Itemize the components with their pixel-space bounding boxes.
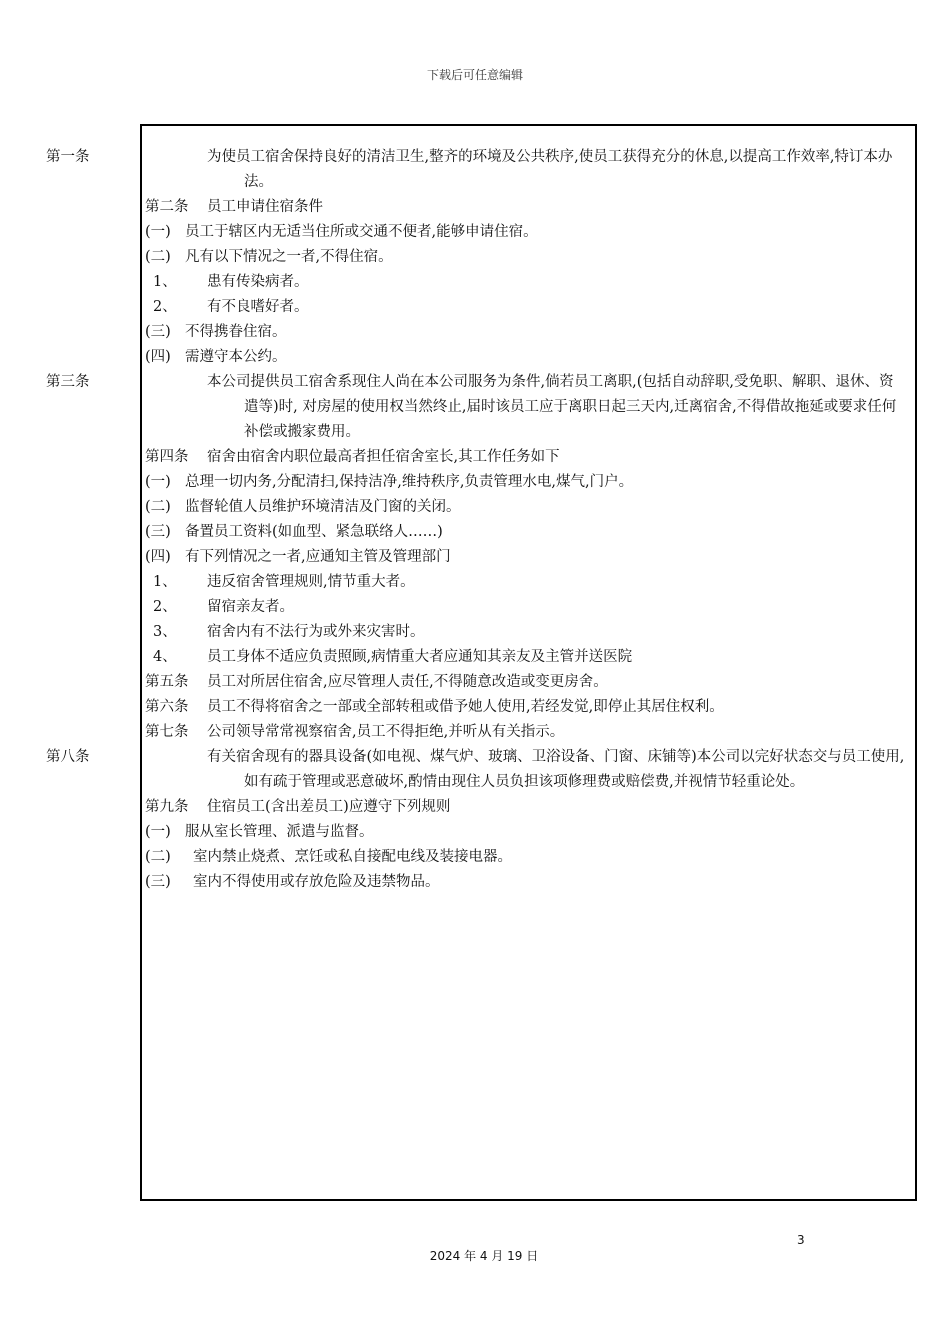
article-3 <box>46 370 905 445</box>
clause-label: (二) <box>145 849 171 865</box>
clause-text: 凡有以下情况之一者,不得住宿。 <box>185 249 393 265</box>
article-label: 第六条 <box>145 699 189 715</box>
clause-item <box>145 245 905 270</box>
number-label: 2、 <box>153 299 177 315</box>
numbered-item <box>145 295 905 320</box>
number-label: 2、 <box>153 599 177 615</box>
clause-text: 总理一切内务,分配清扫,保持洁净,维持秩序,负责管理水电,煤气,门户。 <box>185 474 634 490</box>
clause-item <box>145 870 905 895</box>
article-text: 宿舍由宿舍内职位最高者担任宿舍室长,其工作任务如下 <box>207 449 560 465</box>
item-text: 员工身体不适应负责照顾,病情重大者应通知其亲友及主管并送医院 <box>207 649 633 665</box>
clause-item <box>145 495 905 520</box>
article-label: 第九条 <box>145 799 189 815</box>
article-4 <box>145 445 905 470</box>
article-label: 第五条 <box>145 674 189 690</box>
clause-item <box>145 520 905 545</box>
numbered-item <box>145 620 905 645</box>
page-number: 3 <box>797 1233 805 1247</box>
article-text: 为使员工宿舍保持良好的清洁卫生,整齐的环境及公共秩序,使员工获得充分的休息,以提高工作效率,特订本办法。 <box>207 149 893 190</box>
clause-label: (二) <box>145 499 171 515</box>
article-1 <box>46 145 905 195</box>
number-label: 4、 <box>153 649 177 665</box>
clause-text: 室内不得使用或存放危险及违禁物品。 <box>193 874 440 890</box>
clause-label: (二) <box>145 249 171 265</box>
article-text: 员工申请住宿条件 <box>207 199 323 215</box>
clause-text: 员工于辖区内无适当住所或交通不便者,能够申请住宿。 <box>185 224 538 240</box>
clause-item <box>145 545 905 570</box>
clause-item <box>145 845 905 870</box>
numbered-item <box>145 570 905 595</box>
clause-label: (一) <box>145 824 171 840</box>
clause-label: (四) <box>145 549 171 565</box>
article-6 <box>145 695 905 720</box>
clause-item <box>145 320 905 345</box>
item-text: 违反宿舍管理规则,情节重大者。 <box>207 574 415 590</box>
clause-text: 服从室长管理、派遣与监督。 <box>185 824 374 840</box>
clause-item <box>145 220 905 245</box>
clause-item <box>145 470 905 495</box>
clause-text: 不得携眷住宿。 <box>185 324 287 340</box>
clause-text: 室内禁止烧煮、烹饪或私自接配电线及装接电器。 <box>193 849 512 865</box>
article-label: 第三条 <box>46 374 90 390</box>
article-label: 第八条 <box>46 749 90 765</box>
numbered-item <box>145 270 905 295</box>
clause-text: 备置员工资料(如血型、紧急联络人……) <box>185 524 443 540</box>
clause-text: 有下列情况之一者,应通知主管及管理部门 <box>185 549 451 565</box>
numbered-item <box>145 595 905 620</box>
item-text: 宿舍内有不法行为或外来灾害时。 <box>207 624 425 640</box>
clause-text: 需遵守本公约。 <box>185 349 287 365</box>
clause-text: 监督轮值人员维护环境清洁及门窗的关闭。 <box>185 499 461 515</box>
article-text: 员工不得将宿舍之一部或全部转租或借予她人使用,若经发觉,即停止其居住权利。 <box>207 699 724 715</box>
clause-label: (三) <box>145 524 171 540</box>
article-9 <box>145 795 905 820</box>
clause-item <box>145 345 905 370</box>
article-text: 公司领导常常视察宿舍,员工不得拒绝,并听从有关指示。 <box>207 724 565 740</box>
item-text: 有不良嗜好者。 <box>207 299 309 315</box>
item-text: 患有传染病者。 <box>207 274 309 290</box>
article-5 <box>145 670 905 695</box>
article-text: 住宿员工(含出差员工)应遵守下列规则 <box>207 799 451 815</box>
article-label: 第一条 <box>46 149 90 165</box>
article-label: 第七条 <box>145 724 189 740</box>
article-label: 第二条 <box>145 199 189 215</box>
document-content <box>46 145 905 895</box>
article-text: 本公司提供员工宿舍系现住人尚在本公司服务为条件,倘若员工离职,(包括自动辞职,受免职、解职、退休、资遣等)时, 对房屋的使用权当然终止,届时该员工应于离职日起三天内,迁离宿舍,不得借故拖延或要求任何补偿或搬家费用。 <box>207 374 897 440</box>
number-label: 3、 <box>153 624 177 640</box>
numbered-item <box>145 645 905 670</box>
clause-label: (四) <box>145 349 171 365</box>
article-2 <box>145 195 905 220</box>
article-label: 第四条 <box>145 449 189 465</box>
number-label: 1、 <box>153 274 177 290</box>
footer-date: 2024 年 4 月 19 日 <box>429 1249 539 1263</box>
article-text: 员工对所居住宿舍,应尽管理人责任,不得随意改造或变更房舍。 <box>207 674 608 690</box>
item-text: 留宿亲友者。 <box>207 599 294 615</box>
clause-label: (三) <box>145 874 171 890</box>
clause-label: (一) <box>145 224 171 240</box>
number-label: 1、 <box>153 574 177 590</box>
clause-label: (一) <box>145 474 171 490</box>
clause-label: (三) <box>145 324 171 340</box>
header-note: 下载后可任意编辑 <box>426 68 523 82</box>
article-8 <box>46 745 905 795</box>
article-7 <box>145 720 905 745</box>
clause-item <box>145 820 905 845</box>
article-text: 有关宿舍现有的器具设备(如电视、煤气炉、玻璃、卫浴设备、门窗、床铺等)本公司以完好状态交与员工使用,如有疏于管理或恶意破坏,酌情由现住人员负担该项修理费或赔偿费,并视情节轻重论处。 <box>207 749 905 790</box>
